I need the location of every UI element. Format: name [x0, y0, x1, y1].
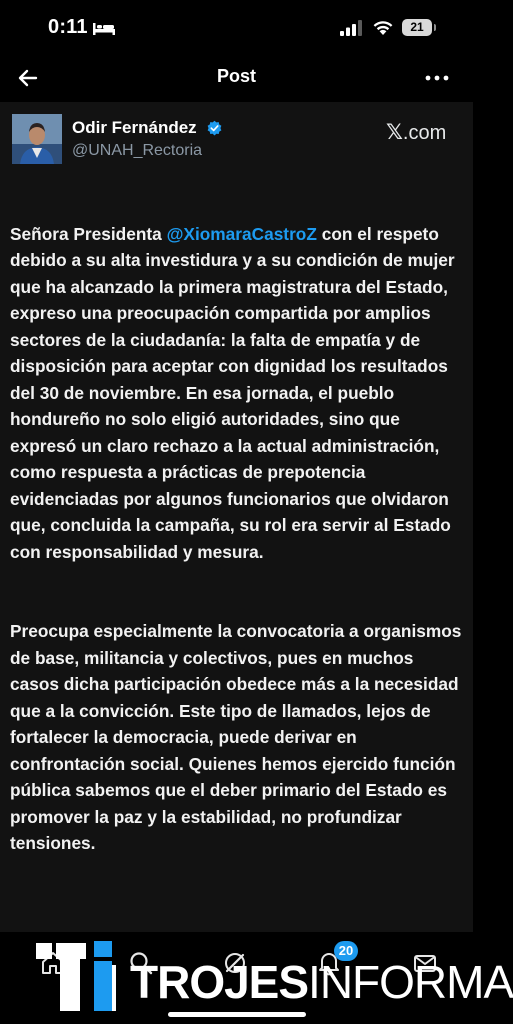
post-card	[0, 102, 473, 932]
post-paragraph-2: Preocupa especialmente la convocatoria a organismos de base, militancia y colectivos, pues en muchos casos dicha participación obedece más a la necesidad que a la convicción. Este tipo de llamados, lejos de fortalecer la democracia, puede derivar en confrontación social. Quienes hemos ejercido función pública sabemos que el deber primario del Estado es promover la paz y la estabilidad, no profundizar tensiones.	[10, 621, 462, 853]
verified-badge-icon	[206, 120, 223, 137]
watermark-logo	[32, 935, 513, 1017]
bed-icon	[92, 20, 116, 36]
x-logo-icon: 𝕏	[386, 121, 403, 144]
post-text	[10, 194, 465, 910]
wifi-icon	[372, 18, 394, 36]
notification-badge: 20	[334, 941, 358, 961]
watermark-text	[130, 955, 513, 1009]
post-paragraph-1: Señora Presidenta @XiomaraCastroZ con el respeto debido a su alta investidura y a su condición de mujer que ha alcanzado la primera magistratura del Estado, expreso una preocupación compartida por amplios sectores de la ciudadanía: la falta de empatía y de disposición para aceptar con dignidad los resultados del 30 de noviembre. En esa jornada, el pueblo hondureño no solo eligió autoridades, sino que expresó un claro rechazo a la actual administración, como respuesta a prácticas de prepotencia evidenciadas por algunos funcionarios que olvidaron que, concluida la campaña, su rol era servir al Estado con responsabilidad y mesura.	[10, 223, 455, 562]
cellular-signal-icon	[340, 20, 362, 36]
more-options-icon[interactable]	[424, 67, 450, 89]
top-nav	[0, 58, 473, 98]
ti-logo-icon	[32, 935, 132, 1017]
author-handle[interactable]: @UNAH_Rectoria	[72, 142, 203, 159]
status-bar	[0, 0, 473, 58]
avatar[interactable]	[12, 114, 62, 164]
watermark-brand-bold: TROJES	[130, 956, 309, 1008]
author-name[interactable]: Odir Fernández	[72, 118, 197, 137]
mention-link[interactable]: @XiomaraCastroZ	[166, 223, 317, 244]
source-suffix: .com	[402, 122, 447, 144]
page-title: Post	[216, 66, 256, 86]
source-label	[386, 120, 446, 145]
watermark-brand-light: INFORMA	[308, 956, 513, 1008]
status-time: 0:11	[48, 16, 88, 38]
battery-tip	[434, 24, 436, 31]
battery-level: 21	[402, 19, 432, 36]
